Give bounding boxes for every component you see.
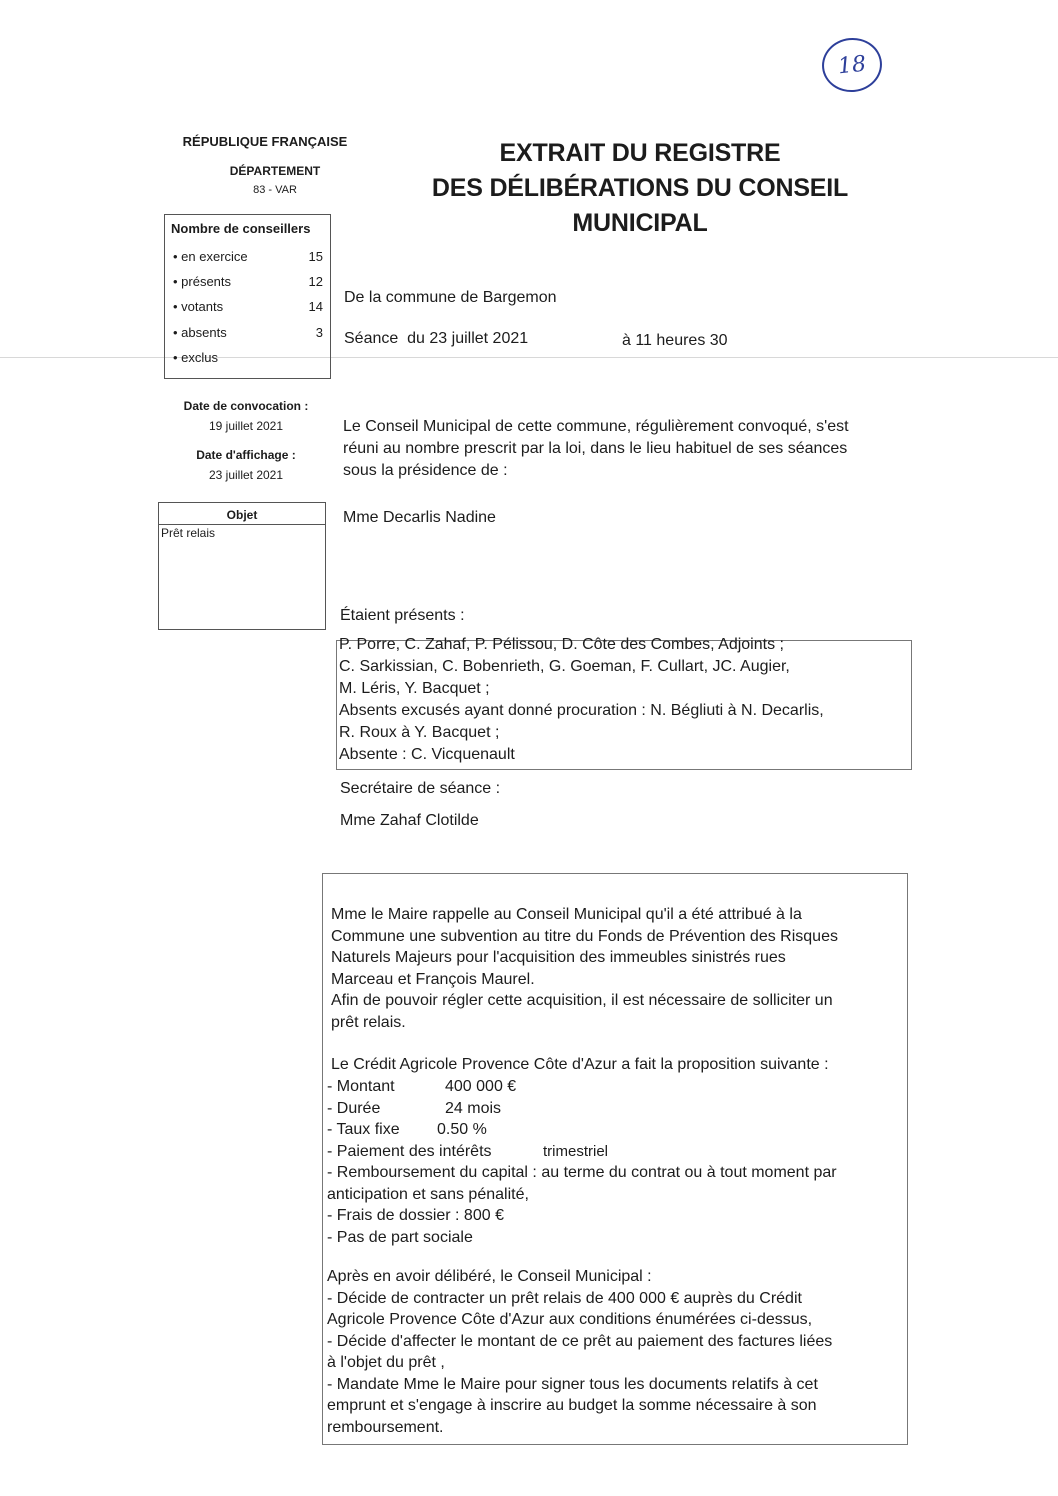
deliberation-line: Agricole Provence Côte d'Azur aux conditions énumérées ci-dessus, <box>327 1311 813 1328</box>
deliberation-line: emprunt et s'engage à inscrire au budget la somme nécessaire à son <box>327 1397 817 1414</box>
conseillers-box <box>164 214 331 379</box>
objet-box <box>158 502 326 630</box>
deliberation-line: Naturels Majeurs pour l'acquisition des immeubles sinistrés rues <box>331 949 786 966</box>
deliberation-line: - Frais de dossier : 800 € <box>327 1207 504 1224</box>
deliberation-decision <box>327 1266 903 1438</box>
stat-label: • votants <box>173 299 224 314</box>
objet-value: Prêt relais <box>161 526 216 540</box>
republique-francaise: RÉPUBLIQUE FRANÇAISE <box>182 134 348 149</box>
presents-line: Absente : C. Vicquenault <box>339 746 515 763</box>
intro-line: Le Conseil Municipal de cette commune, régulièrement convoqué, s'est <box>343 418 849 435</box>
deliberation-line: anticipation et sans pénalité, <box>327 1185 529 1203</box>
seance-date: Séance du 23 juillet 2021 <box>344 330 529 347</box>
conditions-list <box>327 1076 627 1162</box>
seance-heure: à 11 heures 30 <box>622 332 728 349</box>
objet-heading: Objet <box>226 508 258 522</box>
presents-line: P. Porre, C. Zahaf, P. Pélissou, D. Côte des Combes, Adjoints ; <box>339 636 784 653</box>
deliberation-line: Après en avoir délibéré, le Conseil Municipal : <box>327 1268 652 1285</box>
presents-line: C. Sarkissian, C. Bobenrieth, G. Goeman, F. Cullart, JC. Augier, <box>339 658 790 675</box>
stat-row-presents <box>173 274 323 292</box>
stat-row-absents <box>173 325 323 343</box>
scan-line <box>0 357 1058 358</box>
condition-value: 400 000 € <box>445 1078 517 1095</box>
deliberation-line: Afin de pouvoir régler cette acquisition, il est nécessaire de solliciter un <box>331 992 833 1009</box>
affichage-value: 23 juillet 2021 <box>208 468 284 482</box>
commune: De la commune de Bargemon <box>344 289 557 306</box>
deliberation-line: Commune une subvention au titre du Fonds de Prévention des Risques <box>331 927 838 945</box>
condition-row <box>327 1098 627 1120</box>
stat-value: 15 <box>308 249 323 264</box>
condition-label: - Montant <box>327 1078 395 1095</box>
stat-row-exercice <box>173 249 323 267</box>
presents-line: R. Roux à Y. Bacquet ; <box>339 724 500 741</box>
deliberation-p1 <box>331 904 903 1033</box>
title-line-2: DES DÉLIBÉRATIONS DU CONSEIL <box>431 174 849 202</box>
title-line-1: EXTRAIT DU REGISTRE <box>499 139 781 167</box>
condition-label: - Durée <box>327 1099 381 1117</box>
stat-label: • en exercice <box>173 249 248 264</box>
deliberation-line: remboursement. <box>327 1418 444 1436</box>
presents-line: M. Léris, Y. Bacquet ; <box>339 680 490 697</box>
convocation-value: 19 juillet 2021 <box>208 419 284 433</box>
condition-value: 24 mois <box>445 1099 502 1117</box>
intro-line: sous la présidence de : <box>343 462 508 479</box>
stat-value: 14 <box>308 299 323 314</box>
page-number-stamp: 18 <box>819 35 884 95</box>
affichage-label: Date d'affichage : <box>196 448 296 462</box>
deliberation-line: - Remboursement du capital : au terme du contrat ou à tout moment par <box>327 1164 837 1181</box>
title-line-3: MUNICIPAL <box>572 209 708 237</box>
condition-label: - Paiement des intérêts <box>327 1142 492 1160</box>
deliberation-line: Marceau et François Maurel. <box>331 970 535 988</box>
intro-paragraph <box>343 416 903 482</box>
condition-value: 0.50 % <box>437 1121 487 1138</box>
presents-list <box>339 634 909 766</box>
proposition-intro: Le Crédit Agricole Provence Côte d'Azur a fait la proposition suivante : <box>331 1056 829 1073</box>
stat-label: • exclus <box>173 350 219 365</box>
stat-row-votants <box>173 299 323 317</box>
departement-label: DÉPARTEMENT <box>229 164 321 178</box>
deliberation-line: - Décide de contracter un prêt relais de 400 000 € auprès du Crédit <box>327 1289 802 1307</box>
deliberation-line: - Pas de part sociale <box>327 1228 473 1246</box>
deliberation-box <box>322 873 908 1445</box>
presents-line: Absents excusés ayant donné procuration : N. Bégliuti à N. Decarlis, <box>339 702 824 719</box>
president-name: Mme Decarlis Nadine <box>343 509 496 526</box>
deliberation-line: prêt relais. <box>331 1013 406 1031</box>
condition-value: trimestriel <box>543 1142 609 1160</box>
departement-value: 83 - VAR <box>253 184 297 196</box>
deliberation-line: - Décide d'affecter le montant de ce prêt au paiement des factures liées <box>327 1332 833 1350</box>
condition-row <box>327 1119 627 1141</box>
condition-row <box>327 1076 627 1098</box>
secretaire-heading: Secrétaire de séance : <box>340 780 501 797</box>
presents-box <box>336 636 912 770</box>
stat-value: 3 <box>315 325 323 340</box>
deliberation-line: Mme le Maire rappelle au Conseil Municipal qu'il a été attribué à la <box>331 906 802 923</box>
stat-value: 12 <box>308 274 323 289</box>
convocation-label: Date de convocation : <box>183 399 309 413</box>
conditions-rest <box>327 1162 903 1248</box>
condition-label: - Taux fixe <box>327 1121 400 1138</box>
objet-divider <box>159 524 325 525</box>
deliberation-line: à l'objet du prêt , <box>327 1354 445 1371</box>
page-title <box>380 136 900 241</box>
presents-heading: Étaient présents : <box>340 607 465 624</box>
secretaire-name: Mme Zahaf Clotilde <box>340 812 479 829</box>
stat-row-exclus <box>173 350 323 368</box>
condition-row <box>327 1141 627 1163</box>
stat-label: • présents <box>173 274 232 289</box>
stat-label: • absents <box>173 325 227 340</box>
intro-line: réuni au nombre prescrit par la loi, dans le lieu habituel de ses séances <box>343 440 848 457</box>
deliberation-line: - Mandate Mme le Maire pour signer tous les documents relatifs à cet <box>327 1375 818 1393</box>
conseillers-heading: Nombre de conseillers <box>171 221 311 236</box>
